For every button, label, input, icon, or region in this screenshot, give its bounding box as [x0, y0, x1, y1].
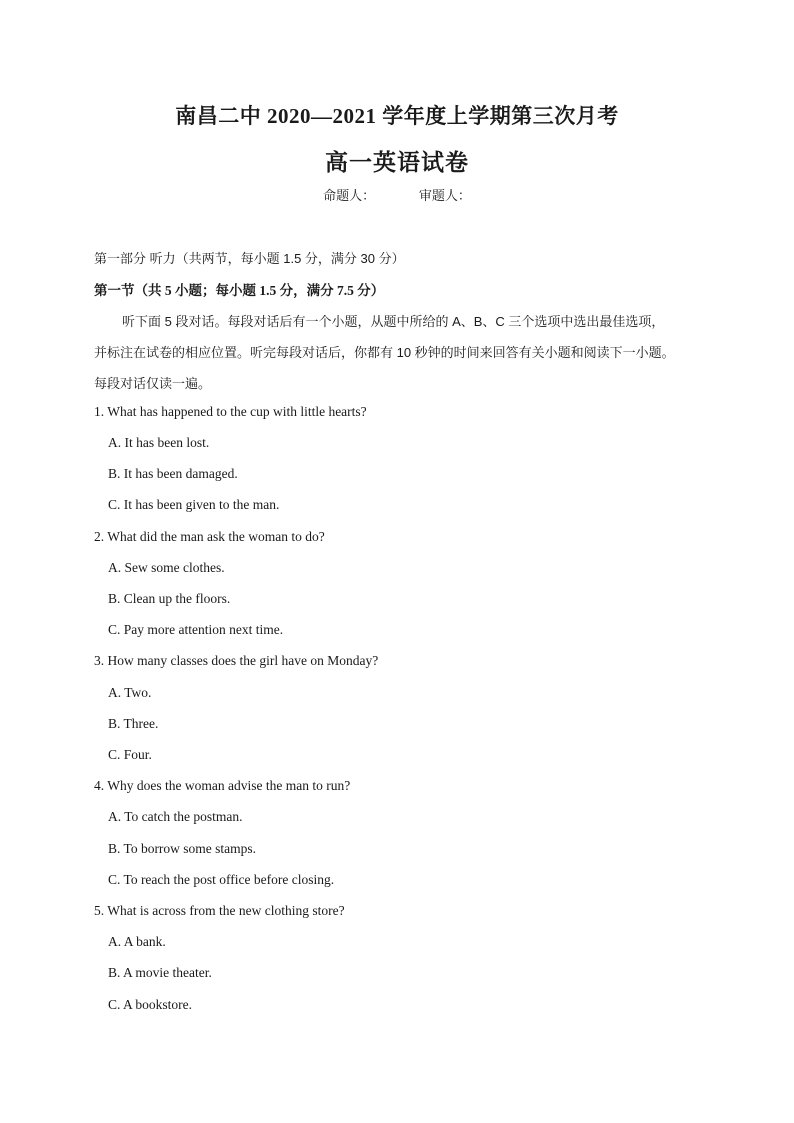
- question-1-option-a: A. It has been lost.: [108, 435, 210, 450]
- question-5-option-b: B. A movie theater.: [108, 965, 212, 980]
- section-heading: 第一节（共 5 小题；每小题 1.5 分，满分 7.5 分）: [94, 283, 385, 298]
- instruction-line: 听下面 5 段对话。每段对话后有一个小题，从题中所给的 A、B、C 三个选项中选出最佳选项，: [122, 314, 665, 329]
- question-2-option-a: A. Sew some clothes.: [108, 560, 225, 575]
- reviewer-label: 审题人：: [418, 188, 471, 203]
- question-3-option-c: C. Four.: [108, 747, 152, 762]
- part-heading: 第一部分 听力（共两节，每小题 1.5 分，满分 30 分）: [94, 251, 405, 266]
- question-1: 1. What has happened to the cup with little hearts?: [94, 404, 367, 419]
- instruction-line: 每段对话仅读一遍。: [94, 376, 212, 391]
- setter-label: 命题人：: [323, 188, 376, 203]
- question-2-option-c: C. Pay more attention next time.: [108, 622, 284, 637]
- exam-title: 南昌二中 2020—2021 学年度上学期第三次月考: [175, 104, 619, 128]
- question-3: 3. How many classes does the girl have on Monday?: [94, 653, 379, 668]
- question-5-option-a: A. A bank.: [108, 934, 166, 949]
- question-3-option-a: A. Two.: [108, 685, 152, 700]
- question-4: 4. Why does the woman advise the man to run?: [94, 778, 351, 793]
- question-2-option-b: B. Clean up the floors.: [108, 591, 231, 606]
- question-2: 2. What did the man ask the woman to do?: [94, 529, 325, 544]
- authors-line: [0, 185, 794, 204]
- exam-subtitle: 高一英语试卷: [325, 150, 469, 175]
- question-4-option-a: A. To catch the postman.: [108, 809, 243, 824]
- question-4-option-b: B. To borrow some stamps.: [108, 841, 257, 856]
- question-1-option-b: B. It has been damaged.: [108, 466, 238, 481]
- question-5-option-c: C. A bookstore.: [108, 997, 193, 1012]
- instruction-line: 并标注在试卷的相应位置。听完每段对话后，你都有 10 秒钟的时间来回答有关小题和阅读下一小题。: [94, 345, 675, 360]
- question-5: 5. What is across from the new clothing store?: [94, 903, 345, 918]
- question-1-option-c: C. It has been given to the man.: [108, 497, 280, 512]
- question-4-option-c: C. To reach the post office before closing.: [108, 872, 335, 887]
- question-3-option-b: B. Three.: [108, 716, 159, 731]
